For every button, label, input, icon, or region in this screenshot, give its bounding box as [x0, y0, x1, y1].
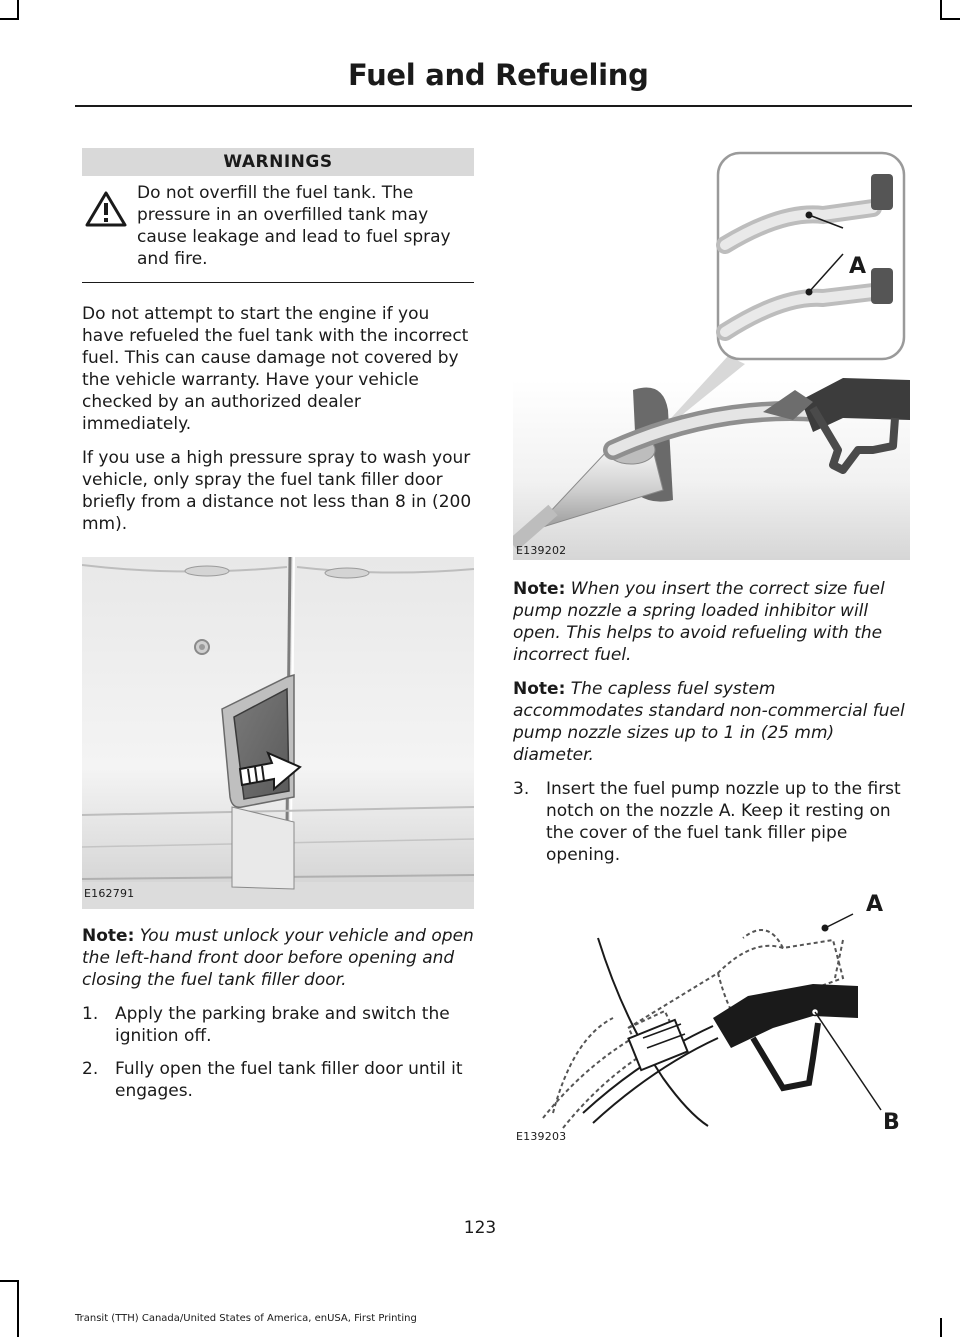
page-title: Fuel and Refueling — [348, 58, 649, 92]
left-column — [82, 148, 474, 1102]
figure-code: E139203 — [516, 1130, 567, 1143]
note-label: Note: — [513, 679, 566, 699]
crop-mark — [940, 18, 960, 20]
note-label: Note: — [513, 579, 566, 599]
crop-mark — [17, 1280, 19, 1337]
step-number: 3. — [513, 779, 530, 799]
step-number: 1. — [82, 1004, 99, 1024]
step-text: Insert the fuel pump nozzle up to the first notch on the nozzle A. Keep it resting on the cover of the fuel tank filler pipe opening. — [546, 779, 901, 865]
callout-label-b: B — [883, 1110, 900, 1135]
warnings-divider — [82, 282, 474, 283]
warnings-block — [82, 182, 474, 283]
nozzle-insertion-drawing — [513, 878, 910, 1146]
crop-mark — [940, 1318, 942, 1337]
right-column — [513, 150, 910, 1146]
page-number: 123 — [463, 1218, 497, 1238]
fuel-door-drawing — [82, 557, 474, 909]
crop-mark — [0, 1280, 19, 1282]
crop-mark — [940, 0, 942, 20]
note-inhibitor — [513, 578, 910, 666]
crop-mark — [17, 0, 19, 20]
crop-mark — [0, 18, 19, 20]
callout-label-a: A — [849, 254, 867, 279]
note-unlock-vehicle — [82, 925, 474, 991]
note-capless — [513, 678, 910, 766]
nozzle-inhibitor-drawing — [513, 150, 910, 560]
nozzle-insertion-illustration — [513, 878, 910, 1146]
figure-code: E139202 — [516, 544, 567, 557]
callout-label-a: A — [866, 892, 884, 917]
paragraph-incorrect-fuel: Do not attempt to start the engine if you have refueled the fuel tank with the incorrect fuel. This can cause damage not covered by the vehicle warranty. Have your vehicle checked by an authorized dealer immediately. — [82, 304, 469, 434]
step-2 — [82, 1058, 474, 1102]
warning-triangle-icon — [84, 190, 128, 228]
note-text: The capless fuel system accommodates standard non-commercial fuel pump nozzle sizes up to 1 in (25 mm) diameter. — [513, 679, 905, 765]
fuel-door-illustration — [82, 557, 474, 909]
nozzle-inhibitor-illustration — [513, 150, 910, 560]
step-text: Apply the parking brake and switch the ignition off. — [115, 1004, 450, 1046]
paragraph-pressure-wash: If you use a high pressure spray to wash your vehicle, only spray the fuel tank filler door briefly from a distance not less than 8 in (200 mm). — [82, 448, 472, 534]
note-text: When you insert the correct size fuel pump nozzle a spring loaded inhibitor will open. This helps to avoid refueling with the incorrect fuel. — [513, 579, 885, 665]
step-text: Fully open the fuel tank filler door until it engages. — [115, 1059, 463, 1101]
step-3 — [513, 778, 910, 866]
header-divider — [75, 105, 912, 107]
footer-edition-text: Transit (TTH) Canada/United States of America, enUSA, First Printing — [75, 1313, 417, 1324]
note-text: You must unlock your vehicle and open the left-hand front door before opening and closing the fuel tank filler door. — [82, 926, 474, 990]
warnings-heading: WARNINGS — [82, 148, 474, 176]
warnings-text: Do not overfill the fuel tank. The pressure in an overfilled tank may cause leakage and lead to fuel spray and fire. — [137, 183, 451, 269]
figure-code: E162791 — [84, 887, 135, 900]
step-number: 2. — [82, 1059, 99, 1079]
note-label: Note: — [82, 926, 135, 946]
step-1 — [82, 1003, 474, 1047]
